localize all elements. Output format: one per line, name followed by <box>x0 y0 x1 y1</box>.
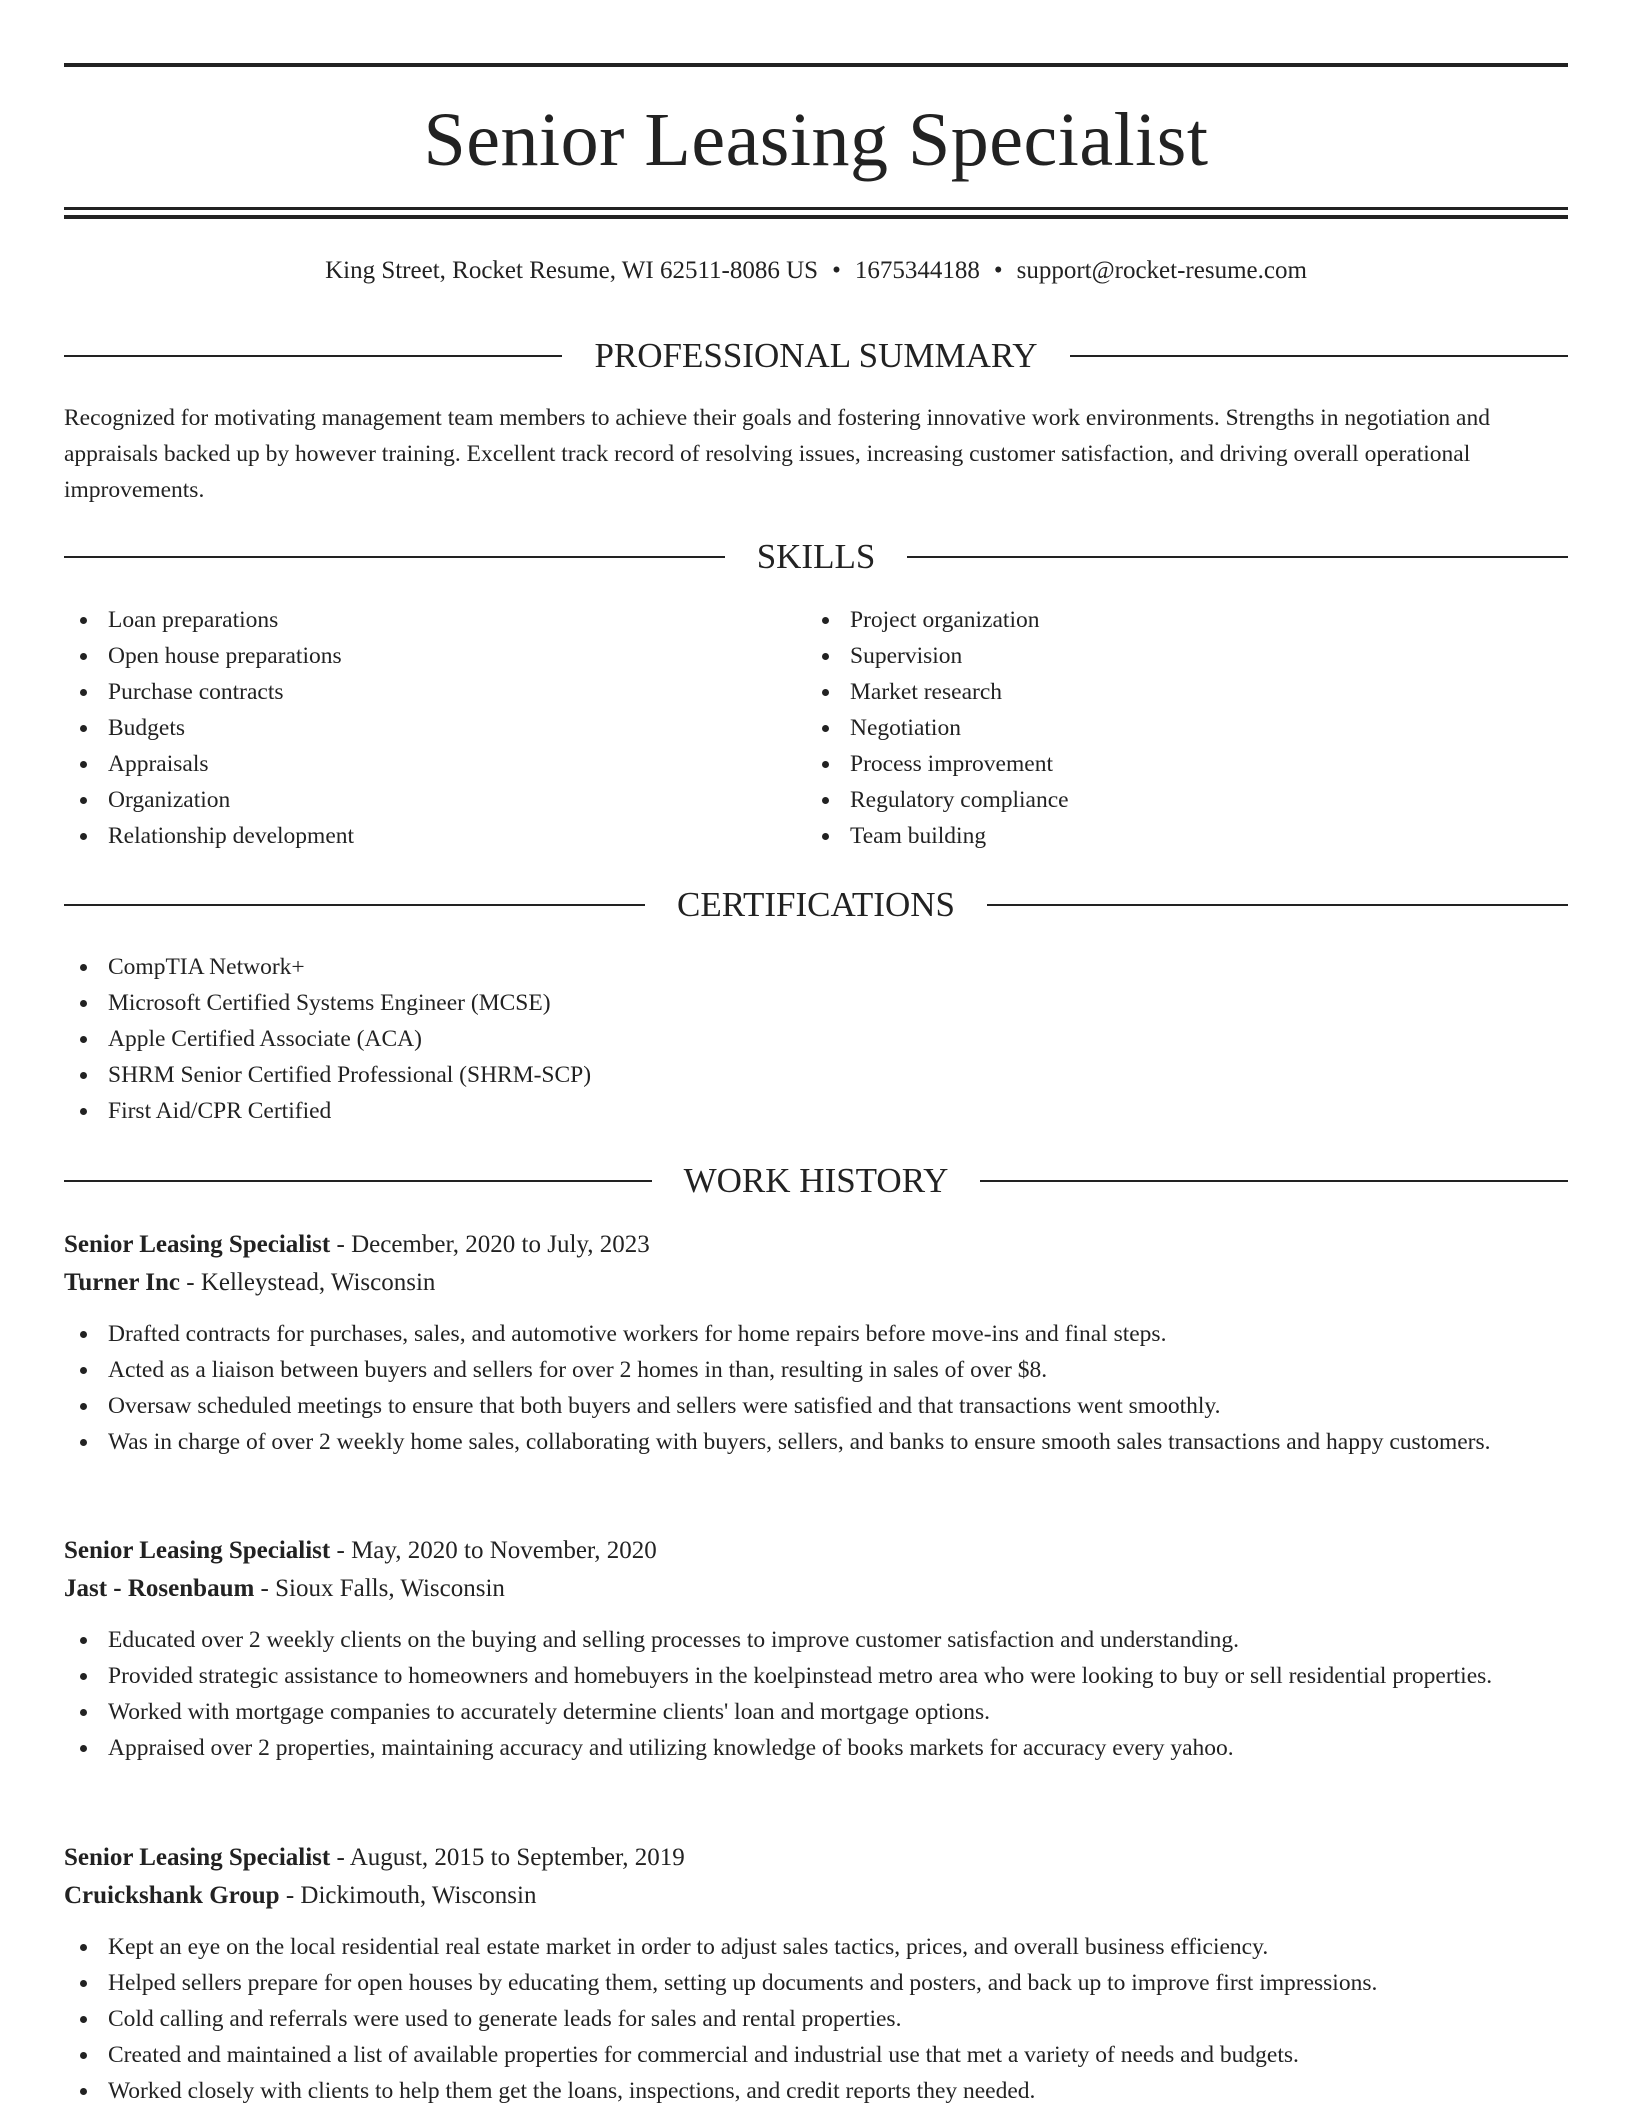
section-heading-skills <box>64 535 1568 579</box>
section-heading-summary <box>64 334 1568 378</box>
skill-item: Organization <box>64 782 804 818</box>
section-title: WORK HISTORY <box>683 1161 949 1200</box>
job-company-line <box>64 1877 1568 1915</box>
certification-item: Apple Certified Associate (ACA) <box>64 1021 1568 1057</box>
job-company: Cruickshank Group <box>64 1882 280 1909</box>
job-company-line <box>64 1570 1568 1608</box>
contact-address: King Street, Rocket Resume, WI 62511-8086 US <box>325 257 819 284</box>
certification-item: Microsoft Certified Systems Engineer (MCSE) <box>64 985 1568 1021</box>
job-bullets <box>64 1929 1568 2109</box>
job-bullet: Kept an eye on the local residential real estate market in order to adjust sales tactics, prices, and overall business efficiency. <box>64 1929 1568 1965</box>
skills-list-left <box>64 602 804 854</box>
job-title-line <box>64 1839 1568 1877</box>
job-location: - Sioux Falls, Wisconsin <box>254 1575 505 1602</box>
job-bullet: Educated over 2 weekly clients on the buying and selling processes to improve customer satisfaction and understanding. <box>64 1622 1568 1658</box>
job-bullet: Appraised over 2 properties, maintaining accuracy and utilizing knowledge of books markets for accuracy every yahoo. <box>64 1730 1568 1766</box>
certification-item: First Aid/CPR Certified <box>64 1093 1568 1129</box>
skill-item: Market research <box>806 674 1546 710</box>
job-company: Turner Inc <box>64 1269 181 1296</box>
job-location: - Kelleystead, Wisconsin <box>180 1269 436 1296</box>
job-dates: - May, 2020 to November, 2020 <box>330 1537 657 1564</box>
skill-item: Purchase contracts <box>64 674 804 710</box>
job-entry <box>64 1532 1568 1766</box>
job-bullet: Helped sellers prepare for open houses by educating them, setting up documents and posters, and back up to improve first impressions. <box>64 1965 1568 2001</box>
skill-item: Budgets <box>64 710 804 746</box>
resume-title: Senior Leasing Specialist <box>423 98 1209 182</box>
heading-rule <box>980 1180 1568 1182</box>
section-heading-work-history <box>64 1159 1568 1203</box>
job-company: Jast - Rosenbaum <box>64 1575 255 1602</box>
job-location: - Dickimouth, Wisconsin <box>279 1882 537 1909</box>
job-title-line <box>64 1532 1568 1570</box>
skill-item: Loan preparations <box>64 602 804 638</box>
certifications-list <box>64 949 1568 1129</box>
section-title: CERTIFICATIONS <box>677 885 955 924</box>
skill-item: Project organization <box>806 602 1546 638</box>
certification-item: SHRM Senior Certified Professional (SHRM-SCP) <box>64 1057 1568 1093</box>
job-bullet: Was in charge of over 2 weekly home sales, collaborating with buyers, sellers, and banks to ensure smooth sales transactions and happy customers. <box>64 1424 1568 1460</box>
job-bullets <box>64 1316 1568 1460</box>
skill-item: Supervision <box>806 638 1546 674</box>
heading-rule <box>64 1180 652 1182</box>
contact-line <box>64 253 1568 289</box>
skill-item: Appraisals <box>64 746 804 782</box>
job-entry <box>64 1226 1568 1460</box>
skills-list-right <box>806 602 1546 854</box>
job-dates: - December, 2020 to July, 2023 <box>330 1231 650 1258</box>
heading-rule <box>64 556 725 558</box>
top-rule <box>64 63 1568 67</box>
job-bullet: Provided strategic assistance to homeowners and homebuyers in the koelpinstead metro area who were looking to buy or sell residential properties. <box>64 1658 1568 1694</box>
job-bullets <box>64 1622 1568 1766</box>
job-title: Senior Leasing Specialist <box>64 1537 331 1564</box>
skill-item: Relationship development <box>64 818 804 854</box>
contact-phone: 1675344188 <box>854 257 980 284</box>
section-title: SKILLS <box>756 537 876 576</box>
skill-item: Negotiation <box>806 710 1546 746</box>
heading-rule <box>907 556 1568 558</box>
heading-rule <box>1070 355 1568 357</box>
heading-rule <box>64 355 562 357</box>
job-bullet: Worked closely with clients to help them get the loans, inspections, and credit reports they needed. <box>64 2073 1568 2109</box>
contact-separator: • <box>832 257 841 284</box>
section-title: PROFESSIONAL SUMMARY <box>594 336 1038 375</box>
certification-item: CompTIA Network+ <box>64 949 1568 985</box>
skill-item: Regulatory compliance <box>806 782 1546 818</box>
job-company-line <box>64 1264 1568 1302</box>
job-bullet: Worked with mortgage companies to accurately determine clients' loan and mortgage options. <box>64 1694 1568 1730</box>
job-title: Senior Leasing Specialist <box>64 1844 331 1871</box>
job-title-line <box>64 1226 1568 1264</box>
job-bullet: Acted as a liaison between buyers and sellers for over 2 homes in than, resulting in sales of over $8. <box>64 1352 1568 1388</box>
job-bullet: Drafted contracts for purchases, sales, and automotive workers for home repairs before move-ins and final steps. <box>64 1316 1568 1352</box>
contact-separator: • <box>993 257 1003 284</box>
contact-email: support@rocket-resume.com <box>1016 257 1307 284</box>
title-double-rule <box>64 207 1568 219</box>
skill-item: Open house preparations <box>64 638 804 674</box>
job-title: Senior Leasing Specialist <box>64 1231 331 1258</box>
skill-item: Process improvement <box>806 746 1546 782</box>
section-heading-certifications <box>64 883 1568 927</box>
skill-item: Team building <box>806 818 1546 854</box>
job-bullet: Created and maintained a list of available properties for commercial and industrial use that met a variety of needs and budgets. <box>64 2037 1568 2073</box>
job-dates: - August, 2015 to September, 2019 <box>330 1844 685 1871</box>
job-bullet: Oversaw scheduled meetings to ensure that both buyers and sellers were satisfied and that transactions went smoothly. <box>64 1388 1568 1424</box>
job-entry <box>64 1839 1568 2109</box>
summary-text: Recognized for motivating management team members to achieve their goals and fostering innovative work environments. Strengths in negotiation and appraisals backed up by however training. Excellent track record of resolving issues, increasing customer satisfaction, and driving overall operational improvements. <box>64 405 1490 503</box>
heading-rule <box>987 904 1568 906</box>
job-bullet: Cold calling and referrals were used to generate leads for sales and rental properties. <box>64 2001 1568 2037</box>
heading-rule <box>64 904 645 906</box>
